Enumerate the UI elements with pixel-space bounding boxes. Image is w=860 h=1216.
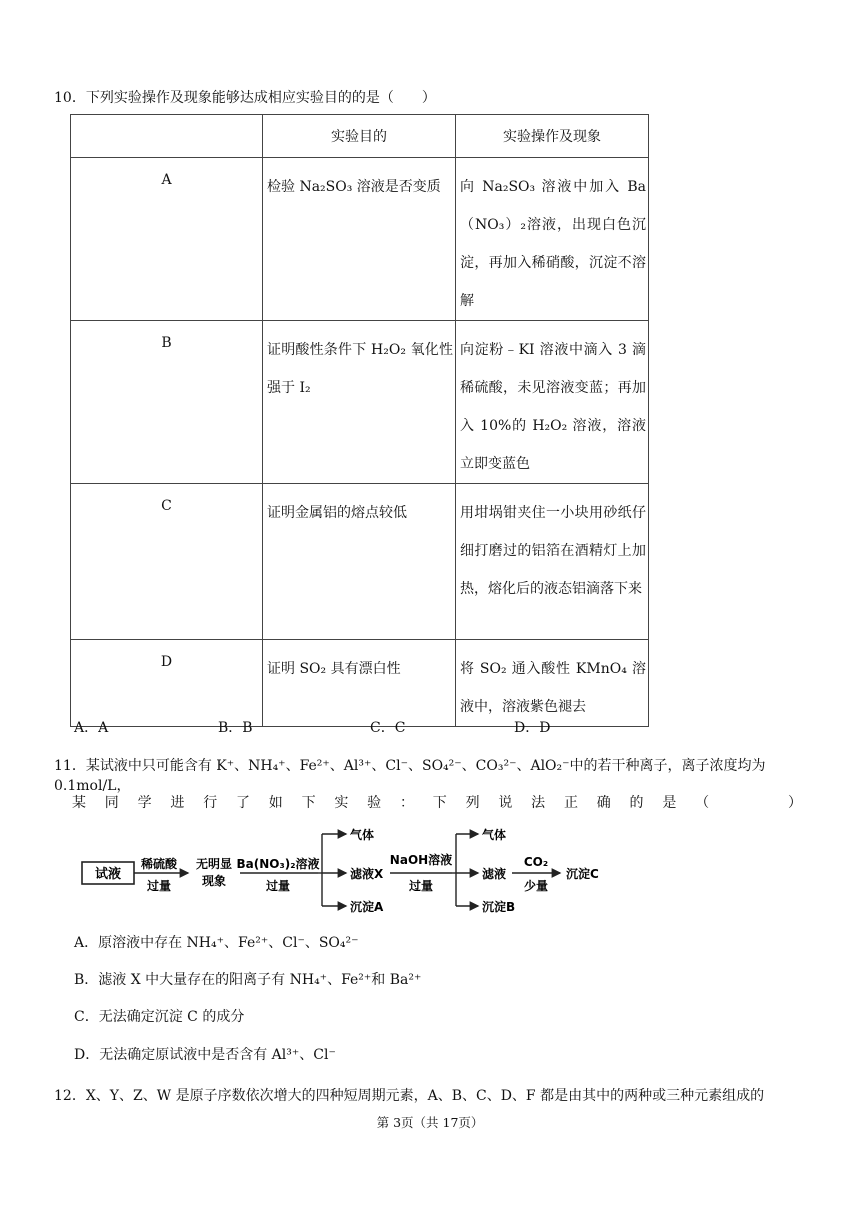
stem-char: 下 — [301, 795, 316, 811]
row-operation — [456, 158, 649, 321]
stem-char: 说 — [498, 795, 513, 811]
row-purpose-text: 证明金属铝的熔点较低 — [267, 505, 407, 521]
stem-char: 进 — [170, 795, 185, 811]
row-operation-text: 向淀粉﹣KI 溶液中滴入 3 滴稀硫酸，未见溶液变蓝；再加入 10%的 H₂O₂ 溶液，溶液立即变蓝色 — [460, 342, 646, 472]
flow-step2-bottom: 过量 — [265, 879, 291, 893]
row-purpose — [263, 321, 456, 484]
q11-option-a[interactable]: A．原溶液中存在 NH₄⁺、Fe²⁺、Cl⁻、SO₄²⁻ — [74, 935, 359, 951]
flow-step4-top: CO₂ — [523, 855, 549, 869]
row-purpose — [263, 640, 456, 727]
question-11-flowchart — [78, 822, 618, 914]
flow-mid1-b: 现象 — [201, 874, 227, 888]
flow-step2-top: Ba(NO₃)₂溶液 — [236, 857, 320, 871]
header-empty-cell — [71, 115, 263, 158]
stem-char: 是 — [662, 795, 677, 811]
flow-precip-c: 沉淀C — [566, 867, 599, 881]
stem-char: 下 — [432, 795, 447, 811]
stem-char: ： — [399, 795, 414, 811]
row-operation — [456, 640, 649, 727]
row-operation-text: 用坩埚钳夹住一小块用砂纸仔细打磨过的铝箔在酒精灯上加热，熔化后的液态铝滴落下来 — [460, 505, 646, 597]
stem-char: 正 — [563, 795, 578, 811]
row-label: C — [71, 484, 263, 640]
flow-gas1: 气体 — [350, 828, 375, 842]
flow-step4-bottom: 少量 — [523, 879, 549, 893]
flow-mid1-a: 无明显 — [195, 857, 233, 871]
question-10-table — [70, 114, 649, 727]
row-purpose — [263, 158, 456, 321]
table-header-row — [71, 115, 649, 158]
option-b[interactable]: B．B — [218, 720, 253, 736]
flow-filtrate: 滤液 — [482, 867, 507, 881]
question-11-stem-line1: 11．某试液中只可能含有 K⁺、NH₄⁺、Fe²⁺、Al³⁺、Cl⁻、SO₄²⁻、CO₃²⁻、AlO₂⁻中的若干种离子，离子浓度均为 0.1mol/L， — [54, 758, 766, 794]
row-purpose-text: 证明 SO₂ 具有漂白性 — [267, 661, 401, 677]
stem-char: 如 — [268, 795, 283, 811]
row-purpose-text: 检验 Na₂SO₃ 溶液是否变质 — [267, 179, 441, 195]
stem-char: 验 — [367, 795, 382, 811]
stem-char: （ — [695, 795, 710, 811]
stem-char: 行 — [203, 795, 218, 811]
flow-step3-bottom: 过量 — [408, 879, 434, 893]
flow-step1-top: 稀硫酸 — [140, 857, 178, 871]
row-operation — [456, 321, 649, 484]
question-10-stem: 10．下列实验操作及现象能够达成相应实验目的的是（ ） — [54, 90, 436, 106]
header-operation: 实验操作及现象 — [456, 115, 649, 158]
flow-filtrate-x: 滤液X — [350, 867, 384, 881]
stem-char: 列 — [465, 795, 480, 811]
table-row — [71, 640, 649, 727]
row-operation — [456, 484, 649, 640]
stem-char: 学 — [137, 795, 152, 811]
stem-char: 实 — [334, 795, 349, 811]
table-row — [71, 321, 649, 484]
option-d[interactable]: D．D — [514, 720, 551, 736]
row-purpose-text: 证明酸性条件下 H₂O₂ 氧化性强于 I₂ — [267, 342, 453, 396]
flow-start-label: 试液 — [94, 867, 122, 882]
stem-char: 了 — [235, 795, 250, 811]
page-footer: 第 3页（共 17页） — [376, 1115, 484, 1130]
question-12-stem: 12．X、Y、Z、W 是原子序数依次增大的四种短周期元素，A、B、C、D、F 都是由其中的两种或三种元素组成的 — [54, 1088, 765, 1104]
row-label: A — [71, 158, 263, 321]
flow-gas2: 气体 — [482, 828, 507, 842]
row-label: B — [71, 321, 263, 484]
flow-precip-b: 沉淀B — [482, 900, 516, 914]
table-row — [71, 484, 649, 640]
row-label: D — [71, 640, 263, 727]
q11-option-c[interactable]: C．无法确定沉淀 C 的成分 — [74, 1009, 245, 1025]
header-purpose: 实验目的 — [263, 115, 456, 158]
option-c[interactable]: C．C — [370, 720, 406, 736]
stem-char: ） — [787, 795, 802, 811]
stem-char: 法 — [531, 795, 546, 811]
stem-char: 确 — [596, 795, 611, 811]
table-row — [71, 158, 649, 321]
row-purpose — [263, 484, 456, 640]
stem-char: 的 — [629, 795, 644, 811]
row-operation-text: 将 SO₂ 通入酸性 KMnO₄ 溶液中，溶液紫色褪去 — [460, 661, 646, 715]
stem-char: 同 — [104, 795, 119, 811]
flow-step1-bottom: 过量 — [146, 879, 172, 893]
q11-option-d[interactable]: D．无法确定原试液中是否含有 Al³⁺、Cl⁻ — [74, 1047, 336, 1063]
flow-precip-a: 沉淀A — [350, 900, 384, 914]
option-a[interactable]: A．A — [74, 720, 109, 736]
q11-option-b[interactable]: B．滤液 X 中大量存在的阳离子有 NH₄⁺、Fe²⁺和 Ba²⁺ — [74, 972, 422, 988]
flow-step3-top: NaOH溶液 — [389, 853, 453, 867]
question-11-stem-line2 — [72, 792, 802, 812]
stem-char: 某 — [72, 795, 86, 811]
row-operation-text: 向 Na₂SO₃ 溶液中加入 Ba（NO₃）₂溶液，出现白色沉淀，再加入稀硝酸，沉淀不溶解 — [460, 179, 646, 309]
